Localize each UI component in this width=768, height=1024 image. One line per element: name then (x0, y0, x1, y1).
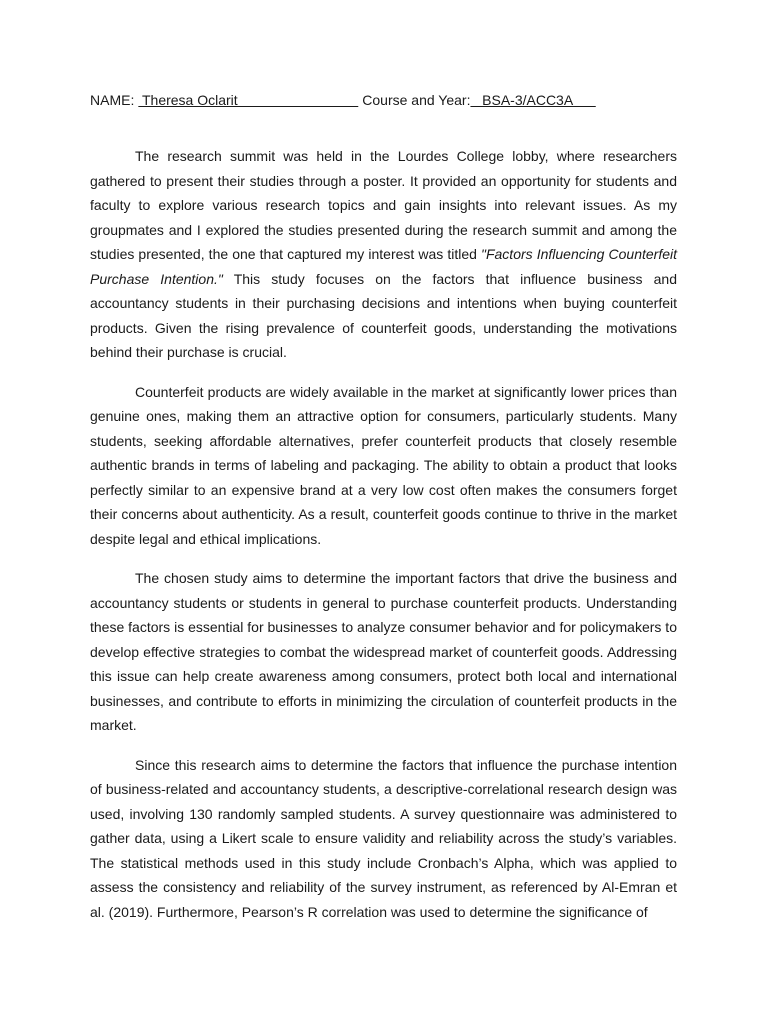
course-value: BSA-3/ACC3A (470, 92, 596, 108)
study-title: "Factors Influencing Counterfeit Purchase Intention." (90, 246, 678, 287)
paragraph-1 (90, 144, 677, 365)
paragraph-3: The chosen study aims to determine the important factors that drive the business and accountancy students or students in general to purchase counterfeit products. Understanding these factors is essential for businesses to analyze consumer behavior and for policymakers to develop effective strategies to combat the widespread market of counterfeit goods. Addressing this issue can help create awareness among consumers, protect both local and international businesses, and contribute to efforts in minimizing the circulation of counterfeit products in the market. (90, 570, 677, 733)
paragraph-1-text-a: The research summit was held in the Lourdes College lobby, where researchers gathered to present their studies through a poster. It provided an opportunity for students and faculty to explore various research topics and gain insights into relevant issues. As my groupmates and I explored the studies presented during the research summit and among the studies presented, the one that captured my interest was titled (90, 148, 677, 262)
paragraph-4: Since this research aims to determine the factors that influence the purchase intention of business-related and accountancy students, a descriptive-correlational research design was used, involving 130 randomly sampled students. A survey questionnaire was administered to gather data, using a Likert scale to ensure validity and reliability across the study’s variables. The statistical methods used in this study include Cronbach’s Alpha, which was applied to assess the consistency and reliability of the survey instrument, as referenced by Al-Emran et al. (2019). Furthermore, Pearson’s R correlation was used to determine the significance of (90, 756, 677, 920)
paragraph-1-text-b: This study focuses on the factors that influence business and accountancy students in their purchasing decisions and intentions when buying counterfeit products. Given the rising prevalence of counterfeit goods, understanding the motivations behind their purchase is crucial. (90, 270, 678, 360)
paragraph-2: Counterfeit products are widely available in the market at significantly lower prices than genuine ones, making them an attractive option for consumers, particularly students. Many students, seeking affordable alternatives, prefer counterfeit products that closely resemble authentic brands in terms of labeling and packaging. The ability to obtain a product that looks perfectly similar to an expensive brand at a very low cost often makes the consumers forget their concerns about authenticity. As a result, counterfeit goods continue to thrive in the market despite legal and ethical implications. (90, 383, 677, 547)
course-label: Course and Year: (362, 92, 471, 108)
document-page (90, 90, 677, 939)
header-line (90, 90, 677, 110)
name-value: Theresa Oclarit (138, 92, 359, 108)
name-label: NAME: (90, 92, 135, 108)
